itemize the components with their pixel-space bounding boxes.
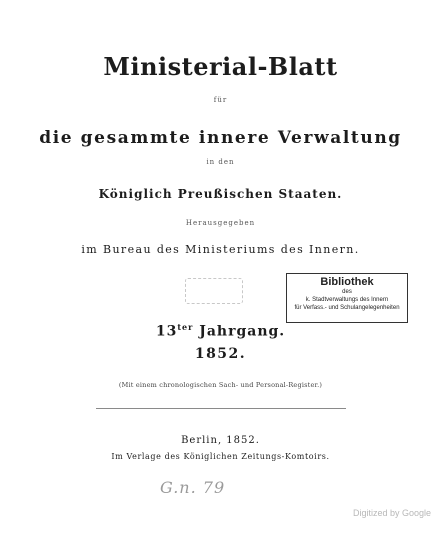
document-subtitle: die gesammte innere Verwaltung [39,128,402,148]
library-stamp-line4: für Verfass.- und Schulangelegenheiten [294,305,400,311]
in-den-label: in den [206,158,235,166]
library-stamp [286,273,408,323]
jahrgang-word: Jahrgang. [199,323,286,340]
google-watermark: Digitized by Google [352,508,431,518]
jahrgang-number: 13 [155,323,178,340]
library-stamp-line1: Bibliothek [320,276,374,288]
divider-rule [96,408,346,409]
volume-year: 1852. [194,346,247,362]
handwritten-shelfmark: G.n. 79 [160,478,226,497]
bureau-line: im Bureau des Ministeriums des Innern. [81,243,360,256]
states-line: Königlich Preußischen Staaten. [98,187,343,201]
jahrgang-suffix: ter [177,322,194,332]
jahrgang-line [0,322,441,340]
imprint-city: Berlin, 1852. [181,435,260,446]
faint-stamp-impression [185,278,243,304]
imprint-publisher: Im Verlage des Königlichen Zeitungs-Komtoirs. [111,452,330,461]
register-note: (Mit einem chronologischen Sach- und Personal-Register.) [118,381,323,389]
library-stamp-line2: des [342,289,352,295]
fuer-label: für [213,96,228,104]
document-title: Ministerial-Blatt [103,52,338,81]
library-stamp-line3: k. Stadtverwaltungs des Innern [305,297,389,303]
herausgegeben-label: Herausgegeben [185,219,256,227]
